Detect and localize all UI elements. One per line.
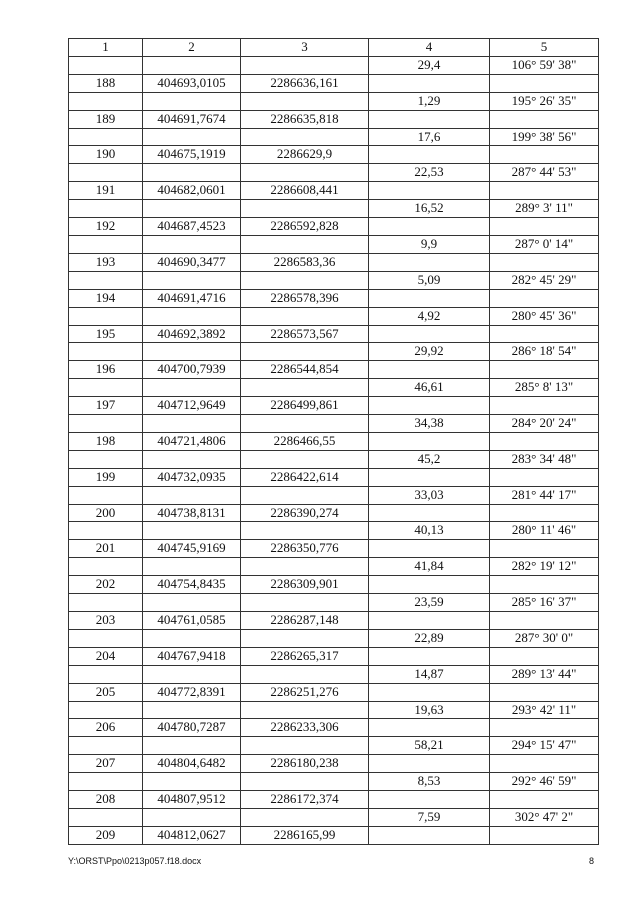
table-cell: 16,52 — [369, 200, 490, 218]
table-cell — [490, 182, 599, 200]
table-cell — [369, 361, 490, 379]
table-cell — [369, 74, 490, 92]
table-cell: 19,63 — [369, 701, 490, 719]
table-row — [69, 361, 599, 379]
table-row — [69, 307, 599, 325]
table-cell — [241, 558, 369, 576]
header-cell: 4 — [369, 39, 490, 57]
table-cell — [69, 450, 143, 468]
table-cell: 2286180,238 — [241, 755, 369, 773]
table-cell: 2286573,567 — [241, 325, 369, 343]
table-row — [69, 164, 599, 182]
table-cell: 190 — [69, 146, 143, 164]
table-cell — [369, 612, 490, 630]
table-cell — [143, 164, 241, 182]
table-cell: 195° 26' 35" — [490, 92, 599, 110]
table-cell: 2286172,374 — [241, 791, 369, 809]
table-cell — [241, 629, 369, 647]
table-cell: 200 — [69, 504, 143, 522]
table-cell — [490, 719, 599, 737]
table-cell — [369, 218, 490, 236]
table-cell — [69, 415, 143, 433]
table-row — [69, 504, 599, 522]
table-cell: 199° 38' 56" — [490, 128, 599, 146]
table-cell: 4,92 — [369, 307, 490, 325]
table-row — [69, 450, 599, 468]
table-cell — [69, 737, 143, 755]
coordinates-table-container — [68, 38, 598, 845]
table-cell — [490, 504, 599, 522]
table-cell: 58,21 — [369, 737, 490, 755]
table-cell: 204 — [69, 647, 143, 665]
table-cell: 46,61 — [369, 379, 490, 397]
table-cell: 283° 34' 48" — [490, 450, 599, 468]
table-cell — [369, 755, 490, 773]
table-cell: 106° 59' 38" — [490, 56, 599, 74]
table-cell: 289° 3' 11" — [490, 200, 599, 218]
table-cell — [241, 701, 369, 719]
table-cell: 2286287,148 — [241, 612, 369, 630]
table-cell — [69, 271, 143, 289]
table-cell — [69, 701, 143, 719]
table-cell: 2286499,861 — [241, 397, 369, 415]
table-row — [69, 773, 599, 791]
table-cell — [143, 522, 241, 540]
table-cell — [241, 594, 369, 612]
table-cell: 404700,7939 — [143, 361, 241, 379]
table-cell — [143, 701, 241, 719]
table-cell: 302° 47' 2" — [490, 808, 599, 826]
table-cell — [69, 343, 143, 361]
table-cell — [241, 773, 369, 791]
table-cell: 292° 46' 59" — [490, 773, 599, 791]
table-row — [69, 128, 599, 146]
table-cell: 196 — [69, 361, 143, 379]
table-cell — [490, 325, 599, 343]
table-cell — [143, 56, 241, 74]
table-row — [69, 200, 599, 218]
table-row — [69, 74, 599, 92]
table-cell: 199 — [69, 468, 143, 486]
table-cell: 22,89 — [369, 629, 490, 647]
table-cell: 280° 45' 36" — [490, 307, 599, 325]
table-cell: 7,59 — [369, 808, 490, 826]
table-cell: 404812,0627 — [143, 826, 241, 844]
table-cell — [143, 737, 241, 755]
table-cell: 188 — [69, 74, 143, 92]
table-cell: 2286309,901 — [241, 576, 369, 594]
table-row — [69, 379, 599, 397]
table-cell: 195 — [69, 325, 143, 343]
header-cell: 3 — [241, 39, 369, 57]
table-cell — [69, 629, 143, 647]
table-cell: 404682,0601 — [143, 182, 241, 200]
table-cell: 29,92 — [369, 343, 490, 361]
table-cell: 404761,0585 — [143, 612, 241, 630]
table-cell: 282° 19' 12" — [490, 558, 599, 576]
table-cell — [490, 683, 599, 701]
table-cell — [69, 92, 143, 110]
table-cell: 189 — [69, 110, 143, 128]
table-body — [69, 56, 599, 844]
table-cell — [241, 665, 369, 683]
table-cell: 2286265,317 — [241, 647, 369, 665]
table-row — [69, 701, 599, 719]
table-cell — [369, 683, 490, 701]
table-cell — [241, 415, 369, 433]
table-row — [69, 432, 599, 450]
table-cell — [241, 307, 369, 325]
table-cell: 2286592,828 — [241, 218, 369, 236]
table-row — [69, 253, 599, 271]
table-cell: 287° 0' 14" — [490, 235, 599, 253]
table-cell: 2286422,614 — [241, 468, 369, 486]
table-cell — [369, 253, 490, 271]
header-cell: 2 — [143, 39, 241, 57]
table-cell — [490, 432, 599, 450]
table-row — [69, 271, 599, 289]
table-row — [69, 791, 599, 809]
table-cell — [369, 432, 490, 450]
table-cell — [241, 164, 369, 182]
table-row — [69, 92, 599, 110]
table-cell — [69, 56, 143, 74]
table-cell: 2286608,441 — [241, 182, 369, 200]
table-cell: 404687,4523 — [143, 218, 241, 236]
table-cell — [490, 218, 599, 236]
table-cell — [241, 522, 369, 540]
table-cell — [143, 773, 241, 791]
table-row — [69, 594, 599, 612]
footer-page-number: 8 — [588, 856, 594, 866]
table-cell — [241, 808, 369, 826]
table-cell — [369, 791, 490, 809]
table-cell — [369, 504, 490, 522]
table-cell — [69, 307, 143, 325]
table-cell — [69, 522, 143, 540]
table-cell: 404692,3892 — [143, 325, 241, 343]
table-row — [69, 182, 599, 200]
table-header — [69, 39, 599, 57]
coordinates-table — [68, 38, 599, 845]
table-cell: 404693,0105 — [143, 74, 241, 92]
table-cell — [369, 289, 490, 307]
table-row — [69, 397, 599, 415]
table-cell: 29,4 — [369, 56, 490, 74]
table-cell — [369, 468, 490, 486]
table-cell: 2286390,274 — [241, 504, 369, 522]
table-cell: 17,6 — [369, 128, 490, 146]
table-cell: 404780,7287 — [143, 719, 241, 737]
table-cell — [69, 808, 143, 826]
table-row — [69, 826, 599, 844]
table-cell — [69, 558, 143, 576]
table-row — [69, 468, 599, 486]
table-cell — [369, 146, 490, 164]
table-cell — [241, 486, 369, 504]
table-cell — [241, 128, 369, 146]
table-cell: 23,59 — [369, 594, 490, 612]
table-cell: 404738,8131 — [143, 504, 241, 522]
table-row — [69, 486, 599, 504]
table-cell — [369, 719, 490, 737]
table-cell: 404732,0935 — [143, 468, 241, 486]
table-cell: 404745,9169 — [143, 540, 241, 558]
table-cell: 404767,9418 — [143, 647, 241, 665]
table-cell — [143, 808, 241, 826]
table-cell: 197 — [69, 397, 143, 415]
table-cell: 202 — [69, 576, 143, 594]
table-cell: 22,53 — [369, 164, 490, 182]
table-cell — [143, 235, 241, 253]
table-cell: 404691,4716 — [143, 289, 241, 307]
table-cell — [490, 110, 599, 128]
table-row — [69, 755, 599, 773]
table-row — [69, 522, 599, 540]
table-row — [69, 110, 599, 128]
table-cell: 404675,1919 — [143, 146, 241, 164]
table-cell — [490, 146, 599, 164]
table-cell — [241, 235, 369, 253]
table-cell — [69, 594, 143, 612]
table-cell — [69, 164, 143, 182]
table-cell: 280° 11' 46" — [490, 522, 599, 540]
table-cell: 45,2 — [369, 450, 490, 468]
table-cell: 294° 15' 47" — [490, 737, 599, 755]
table-cell: 2286350,776 — [241, 540, 369, 558]
table-cell — [490, 755, 599, 773]
table-row — [69, 146, 599, 164]
header-cell: 5 — [490, 39, 599, 57]
table-cell: 2286466,55 — [241, 432, 369, 450]
table-row — [69, 647, 599, 665]
table-cell: 191 — [69, 182, 143, 200]
table-cell: 404772,8391 — [143, 683, 241, 701]
table-cell — [490, 647, 599, 665]
table-cell: 193 — [69, 253, 143, 271]
table-cell — [490, 826, 599, 844]
table-row — [69, 558, 599, 576]
table-cell: 285° 8' 13" — [490, 379, 599, 397]
table-cell — [143, 629, 241, 647]
table-cell: 2286629,9 — [241, 146, 369, 164]
table-row — [69, 576, 599, 594]
table-cell — [369, 540, 490, 558]
table-cell: 198 — [69, 432, 143, 450]
table-cell — [241, 271, 369, 289]
table-cell — [241, 379, 369, 397]
table-row — [69, 218, 599, 236]
table-cell — [490, 289, 599, 307]
table-cell — [143, 594, 241, 612]
table-cell: 404721,4806 — [143, 432, 241, 450]
table-cell — [369, 325, 490, 343]
table-cell — [143, 558, 241, 576]
table-cell: 2286251,276 — [241, 683, 369, 701]
table-cell — [143, 665, 241, 683]
table-cell — [369, 576, 490, 594]
footer-file-path: Y:\ORST\Ppo\0213p057.f18.docx — [68, 856, 202, 866]
table-cell: 2286636,161 — [241, 74, 369, 92]
table-cell — [369, 826, 490, 844]
table-cell — [143, 450, 241, 468]
table-cell: 201 — [69, 540, 143, 558]
table-cell: 404804,6482 — [143, 755, 241, 773]
table-cell: 205 — [69, 683, 143, 701]
table-cell: 206 — [69, 719, 143, 737]
table-cell: 33,03 — [369, 486, 490, 504]
table-cell — [143, 379, 241, 397]
table-cell — [490, 791, 599, 809]
table-cell — [143, 486, 241, 504]
table-cell: 209 — [69, 826, 143, 844]
table-cell — [143, 307, 241, 325]
table-cell: 9,9 — [369, 235, 490, 253]
table-cell: 287° 30' 0" — [490, 629, 599, 647]
table-cell — [241, 92, 369, 110]
table-cell — [143, 343, 241, 361]
table-cell — [241, 737, 369, 755]
table-cell — [69, 773, 143, 791]
table-cell — [143, 271, 241, 289]
table-cell — [69, 128, 143, 146]
table-cell — [69, 200, 143, 218]
table-cell: 404690,3477 — [143, 253, 241, 271]
table-cell: 2286635,818 — [241, 110, 369, 128]
table-cell — [143, 200, 241, 218]
table-cell: 2286165,99 — [241, 826, 369, 844]
table-cell — [490, 253, 599, 271]
table-cell — [490, 397, 599, 415]
table-row — [69, 343, 599, 361]
table-row — [69, 665, 599, 683]
table-cell: 1,29 — [369, 92, 490, 110]
table-cell: 285° 16' 37" — [490, 594, 599, 612]
table-cell — [369, 110, 490, 128]
table-row — [69, 612, 599, 630]
table-cell: 2286578,396 — [241, 289, 369, 307]
table-cell: 8,53 — [369, 773, 490, 791]
table-cell — [490, 576, 599, 594]
table-row — [69, 737, 599, 755]
table-cell — [369, 397, 490, 415]
table-cell — [490, 361, 599, 379]
table-row — [69, 719, 599, 737]
table-cell: 194 — [69, 289, 143, 307]
table-cell — [369, 647, 490, 665]
table-cell: 2286233,306 — [241, 719, 369, 737]
table-row — [69, 325, 599, 343]
header-row — [69, 39, 599, 57]
table-cell — [69, 235, 143, 253]
table-cell: 2286583,36 — [241, 253, 369, 271]
table-cell — [143, 415, 241, 433]
table-row — [69, 808, 599, 826]
table-cell: 2286544,854 — [241, 361, 369, 379]
table-cell: 5,09 — [369, 271, 490, 289]
table-cell — [143, 128, 241, 146]
table-cell: 34,38 — [369, 415, 490, 433]
table-cell: 404712,9649 — [143, 397, 241, 415]
table-cell: 41,84 — [369, 558, 490, 576]
table-row — [69, 629, 599, 647]
table-cell — [241, 450, 369, 468]
table-cell: 404807,9512 — [143, 791, 241, 809]
table-cell — [490, 540, 599, 558]
table-cell: 404691,7674 — [143, 110, 241, 128]
table-cell: 281° 44' 17" — [490, 486, 599, 504]
table-row — [69, 540, 599, 558]
table-cell — [69, 486, 143, 504]
table-cell: 203 — [69, 612, 143, 630]
table-row — [69, 415, 599, 433]
table-cell — [490, 468, 599, 486]
table-cell: 208 — [69, 791, 143, 809]
table-cell — [69, 665, 143, 683]
table-cell — [241, 200, 369, 218]
table-cell: 282° 45' 29" — [490, 271, 599, 289]
table-row — [69, 56, 599, 74]
table-cell — [490, 74, 599, 92]
table-cell — [241, 56, 369, 74]
table-cell — [241, 343, 369, 361]
table-row — [69, 683, 599, 701]
table-cell: 40,13 — [369, 522, 490, 540]
table-cell: 286° 18' 54" — [490, 343, 599, 361]
table-cell: 14,87 — [369, 665, 490, 683]
table-cell: 192 — [69, 218, 143, 236]
table-cell — [490, 612, 599, 630]
header-cell: 1 — [69, 39, 143, 57]
table-cell — [69, 379, 143, 397]
table-cell: 287° 44' 53" — [490, 164, 599, 182]
table-cell: 207 — [69, 755, 143, 773]
table-row — [69, 235, 599, 253]
table-cell — [143, 92, 241, 110]
table-cell: 284° 20' 24" — [490, 415, 599, 433]
table-cell: 293° 42' 11" — [490, 701, 599, 719]
table-cell: 404754,8435 — [143, 576, 241, 594]
table-row — [69, 289, 599, 307]
table-cell — [369, 182, 490, 200]
table-cell: 289° 13' 44" — [490, 665, 599, 683]
